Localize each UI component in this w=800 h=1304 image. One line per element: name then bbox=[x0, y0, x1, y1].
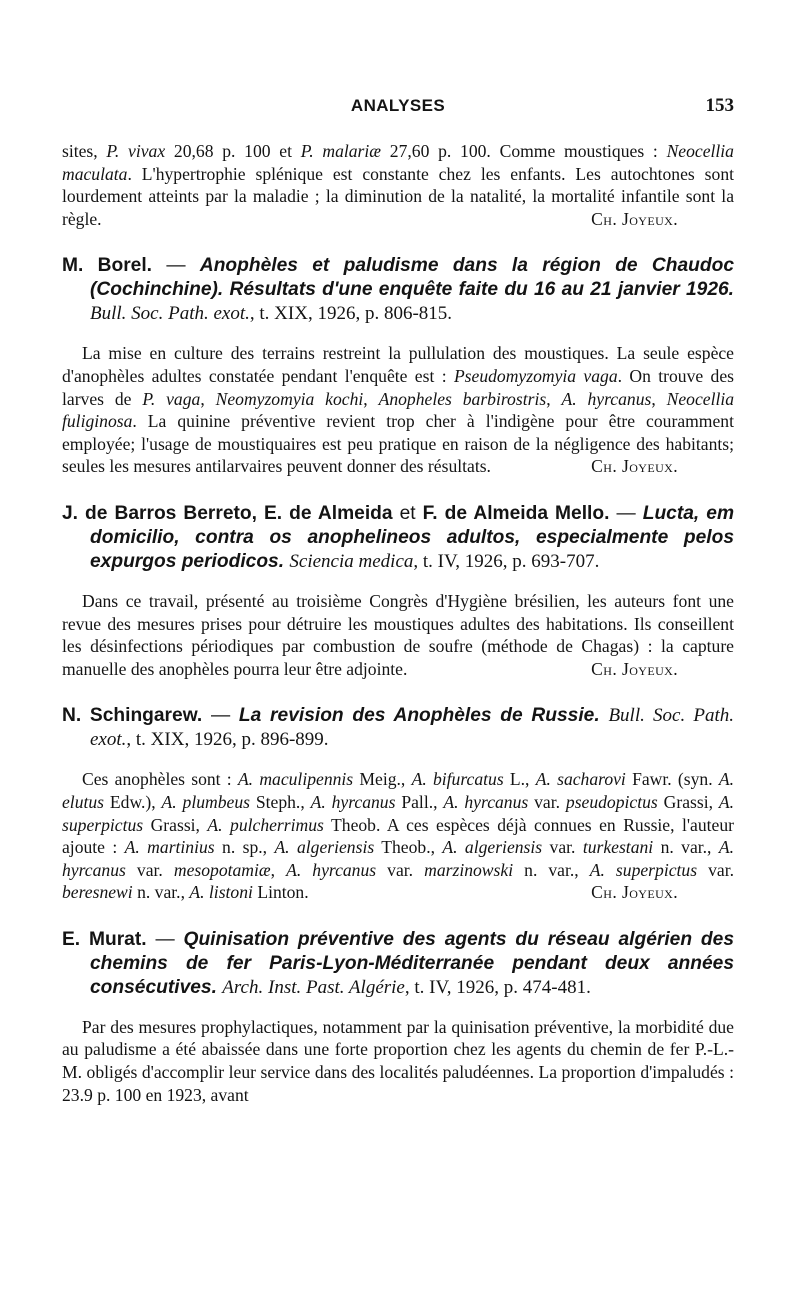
review-entry bbox=[62, 928, 734, 1106]
text-run: var. bbox=[125, 859, 174, 880]
entry-author: E. Murat. bbox=[62, 928, 147, 950]
signature: Ch. Joyeux. bbox=[591, 208, 678, 229]
document-page bbox=[62, 92, 734, 1106]
text-run: Par des mesures prophylactiques, notamment par la quinisation préventive, la morbidité due au paludisme a été abaissée dans une forte proportion chez les agents du chemin de fer P.-L.-M. obligés d'accomplir leur service dans des localités paludéennes. La proportion d'impaludés : 23.9 p. 100 en 1923, avant bbox=[62, 1016, 734, 1105]
species-name: A. maculipennis bbox=[237, 769, 354, 790]
text-run: var. bbox=[528, 791, 566, 812]
entry-journal: Arch. Inst. Past. Algérie bbox=[222, 976, 405, 998]
running-title: ANALYSES bbox=[350, 96, 446, 115]
text-run: var. bbox=[376, 859, 425, 880]
entry-heading bbox=[62, 254, 734, 326]
review-entry bbox=[62, 254, 734, 478]
text-run: , bbox=[363, 388, 379, 409]
text-run: Theob., bbox=[374, 837, 443, 858]
entry-body bbox=[62, 342, 734, 478]
species-name: P. malariæ bbox=[300, 141, 382, 161]
species-name: A. sacharovi bbox=[535, 769, 626, 790]
text-run: Meig., bbox=[353, 769, 412, 790]
text-run: var. bbox=[542, 837, 583, 858]
species-name: A. bifurcatus bbox=[411, 769, 504, 790]
entry-author: M. Borel. bbox=[62, 255, 153, 277]
species-name: A. elutus bbox=[62, 769, 734, 812]
species-name: A. hyrcanus bbox=[443, 791, 529, 812]
species-name: A. pulcherrimus bbox=[207, 814, 324, 835]
entry-title: Anophèles et paludisme dans la région de Chaudoc (Cochinchine). Résultats d'une enquête faite du 16 au 21 janvier 1926. bbox=[90, 255, 734, 301]
entry-citation: , t. XIX, 1926, p. 896-899. bbox=[126, 729, 329, 751]
entry-author: F. de Almeida Mello. bbox=[422, 502, 610, 524]
conjunction: et bbox=[392, 502, 423, 524]
entry-title: Lucta, em domicilio, contra os anophelineos adultos, especialmente pelos expurgos periodicos. bbox=[90, 502, 735, 572]
page-number: 153 bbox=[705, 95, 734, 116]
species-name: A. superpictus bbox=[62, 791, 735, 835]
species-name: A. hyrcanus bbox=[310, 791, 396, 812]
entry-title: La revision des Anophèles de Russie. bbox=[238, 705, 600, 727]
dash: — bbox=[609, 502, 643, 524]
dash: — bbox=[202, 705, 239, 727]
text-run: . L'hypertrophie splénique est constante chez les enfants. Les autochtones sont lourdement atteints par la maladie ; la diminution de la natalité, la mortalité infantile sont la règle. bbox=[62, 163, 734, 229]
text-run: Edw.), bbox=[104, 791, 162, 812]
text-run: Linton. bbox=[252, 882, 309, 903]
entry-journal: Sciencia medica bbox=[289, 550, 414, 572]
text-run: 20,68 p. 100 et bbox=[165, 141, 301, 161]
entry-journal: Bull. Soc. Path. exot. bbox=[90, 705, 734, 751]
species-name: A. algeriensis bbox=[442, 837, 543, 858]
text-run: Pall., bbox=[395, 791, 444, 812]
dash: — bbox=[152, 255, 200, 277]
review-entry bbox=[62, 704, 734, 904]
text-run: Grassi, bbox=[657, 791, 719, 812]
entry-heading bbox=[62, 928, 734, 1000]
dash: — bbox=[146, 928, 184, 950]
text-run: , bbox=[546, 388, 562, 409]
species-name: turkestani bbox=[582, 837, 654, 858]
text-run: Theob. A ces espèces déjà connues en Russie, l'auteur ajoute : bbox=[62, 814, 734, 858]
text-run: , bbox=[270, 859, 287, 880]
text-run: var. bbox=[697, 859, 735, 880]
species-name: A. superpictus bbox=[589, 859, 698, 880]
species-name: Anopheles barbirostris bbox=[378, 388, 547, 409]
entry-author: J. de Barros Berreto, E. de Almeida bbox=[62, 502, 393, 524]
species-name: Neocellia maculata bbox=[62, 141, 734, 184]
text-run: sites, bbox=[62, 141, 107, 161]
species-name: A. listoni bbox=[189, 882, 253, 903]
intro-paragraph bbox=[62, 140, 734, 230]
text-run: n. sp., bbox=[214, 837, 275, 858]
species-name: pseudopictus bbox=[565, 791, 658, 812]
species-name: Pseudomyzomyia vaga bbox=[453, 365, 618, 386]
text-run: Fawr. (syn. bbox=[625, 769, 719, 790]
text-run: n. var., bbox=[513, 859, 590, 880]
text-run: n. var., bbox=[653, 837, 719, 858]
species-name: A. hyrcanus bbox=[286, 859, 377, 880]
species-name: A. plumbeus bbox=[161, 791, 250, 812]
text-run: , bbox=[200, 388, 216, 409]
entry-citation: , t. XIX, 1926, p. 806-815. bbox=[249, 303, 453, 325]
text-run: n. var., bbox=[132, 882, 190, 903]
review-entry bbox=[62, 502, 734, 680]
entry-journal: Bull. Soc. Path. exot. bbox=[90, 303, 250, 325]
species-name: mesopotamiæ bbox=[173, 859, 271, 880]
text-run: La mise en culture des terrains restreint la pullulation des moustiques. La seule espèce d'anophèles adultes constatée pendant l'enquête est : bbox=[62, 343, 734, 386]
entry-title: Quinisation préventive des agents du réseau algérien des chemins de fer Paris-Lyon-Méditerranée pendant deux années consécutives. bbox=[90, 928, 734, 998]
species-name: A. hyrcanus bbox=[561, 388, 652, 409]
species-name: A. martinius bbox=[124, 837, 215, 858]
text-run: L., bbox=[503, 769, 536, 790]
species-name: Neomyzomyia kochi bbox=[215, 388, 364, 409]
entry-heading bbox=[62, 502, 734, 574]
text-run: Ces anophèles sont : bbox=[82, 769, 238, 790]
entry-citation: , t. IV, 1926, p. 474-481. bbox=[404, 976, 591, 998]
text-run: Steph., bbox=[249, 791, 311, 812]
species-name: beresnewi bbox=[62, 882, 133, 903]
entry-body bbox=[62, 1016, 734, 1106]
signature: Ch. Joyeux. bbox=[591, 882, 678, 903]
species-name: A. hyrcanus bbox=[62, 837, 734, 880]
text-run: . On trouve des larves de bbox=[62, 365, 734, 409]
species-name: marzinowski bbox=[424, 859, 514, 880]
entry-body bbox=[62, 590, 734, 680]
signature: Ch. Joyeux. bbox=[591, 658, 678, 679]
entry-body bbox=[62, 768, 734, 904]
text-run: 27,60 p. 100. Comme moustiques : bbox=[381, 141, 667, 161]
text-run: Dans ce travail, présenté au troisième Congrès d'Hygiène brésilien, les auteurs font une revue des mesures prises pour détruire les moustiques adultes des habitations. Ils conseillent les désinfections périodiques par combustion de soufre (méthode de Chagas) : la capture manuelle des anophèles pourra leur être adjointe. bbox=[62, 590, 734, 679]
entry-heading bbox=[62, 704, 734, 752]
text-run: . La quinine préventive revient trop cher à l'indigène pour être couramment employée; l'usage de moustiquaires est peu pratique en raison de la négligence des habitants; seules les mesures antilarvaires peuvent donner des résultats. bbox=[62, 411, 734, 477]
species-name: P. vivax bbox=[106, 141, 166, 161]
species-name: A. algeriensis bbox=[274, 837, 375, 858]
text-run: Grassi, bbox=[143, 814, 208, 835]
species-name: Neocellia fuliginosa bbox=[62, 388, 735, 432]
entry-citation: , t. IV, 1926, p. 693-707. bbox=[413, 550, 600, 572]
species-name: P. vaga bbox=[142, 388, 201, 409]
signature: Ch. Joyeux. bbox=[591, 456, 678, 477]
text-run: , bbox=[651, 388, 667, 409]
running-header bbox=[62, 92, 734, 122]
entry-author: N. Schingarew. bbox=[62, 705, 203, 727]
